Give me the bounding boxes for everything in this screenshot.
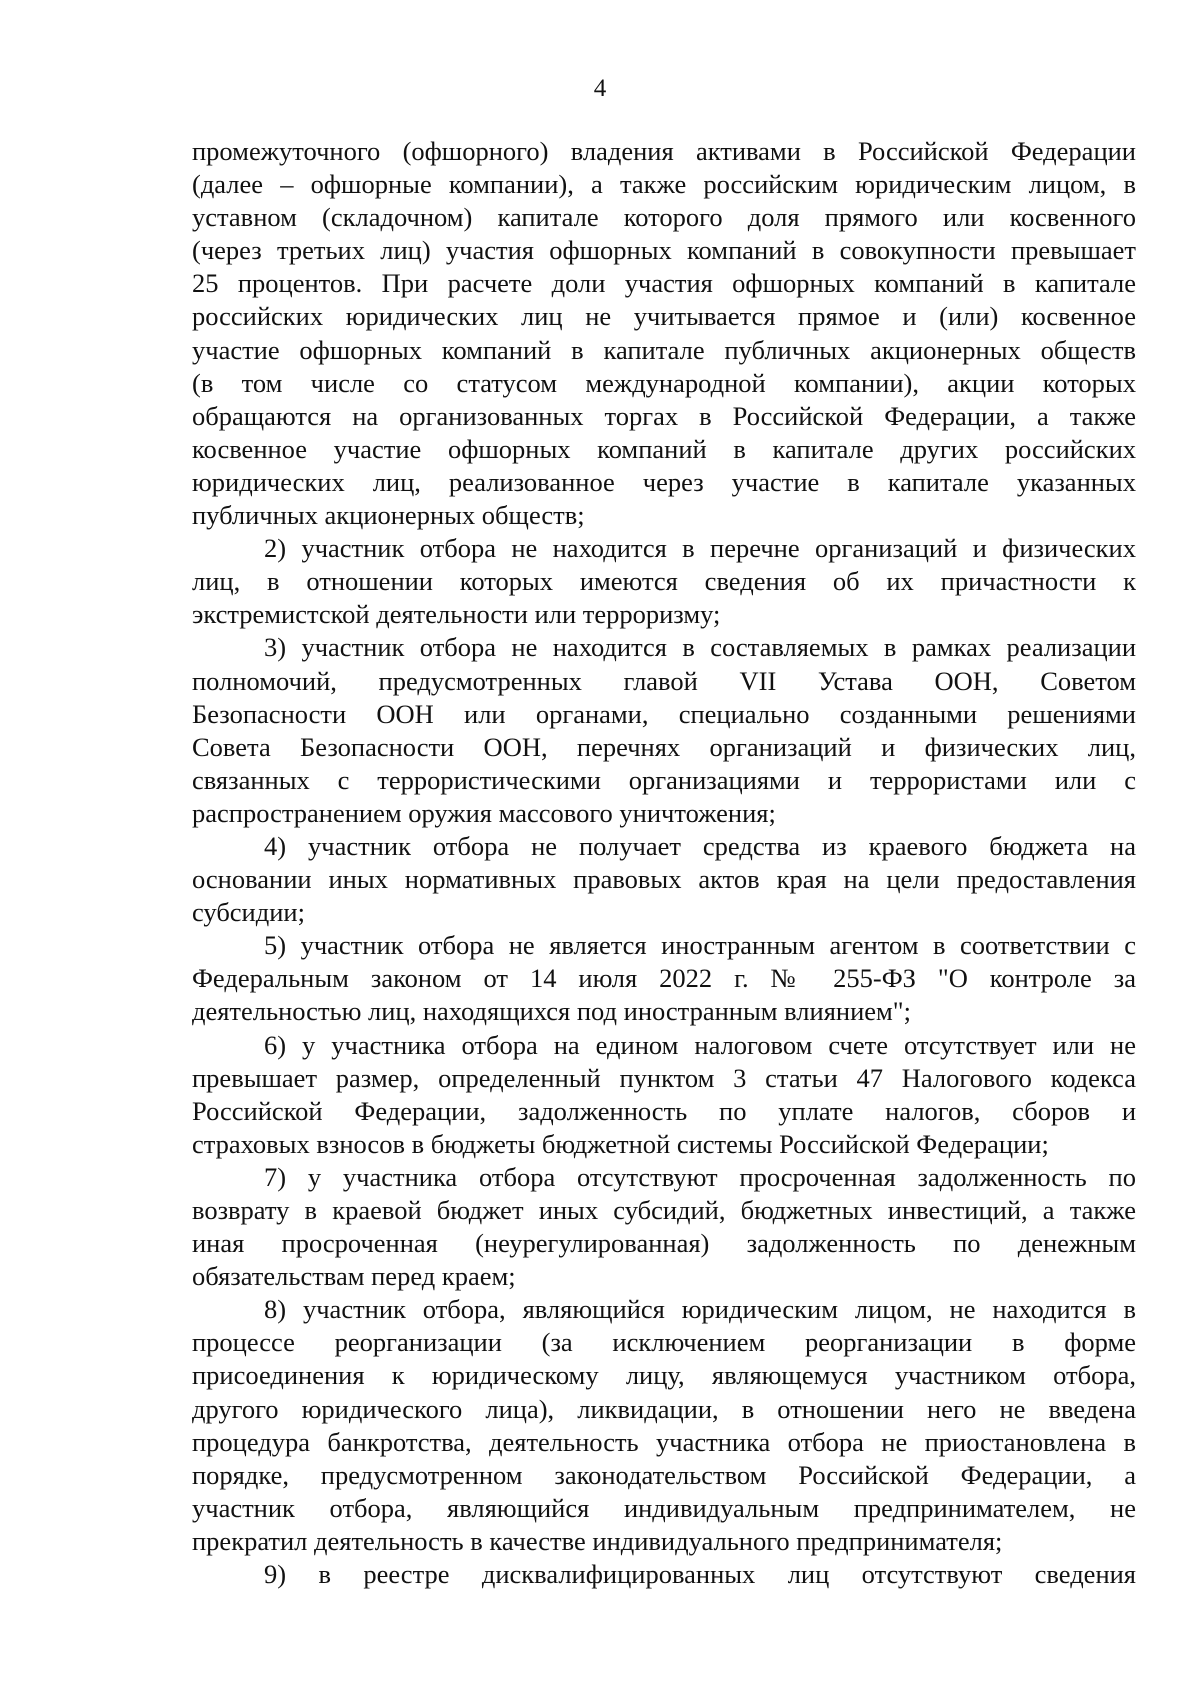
text-line: участник отбора, являющийся индивидуальным предпринимателем, не	[192, 1492, 1136, 1523]
text-line: прекратил деятельность в качестве индивидуального предпринимателя;	[192, 1525, 1003, 1556]
text-line: присоединения к юридическому лицу, являющемуся участником отбора,	[192, 1360, 1136, 1391]
text-line: Безопасности ООН или органами, специально созданными решениями	[192, 698, 1136, 729]
text-line: Российской Федерации, задолженность по уплате налогов, сборов и	[192, 1095, 1136, 1126]
text-line: уставном (складочном) капитале которого доля прямого или косвенного	[192, 202, 1136, 233]
text-line: 8) участник отбора, являющийся юридическим лицом, не находится в	[264, 1294, 1136, 1325]
text-line: 2) участник отбора не находится в перечне организаций и физических	[264, 533, 1136, 564]
text-line: 4) участник отбора не получает средства из краевого бюджета на	[264, 830, 1136, 861]
text-line: 7) у участника отбора отсутствуют просроченная задолженность по	[264, 1161, 1136, 1192]
text-line: превышает размер, определенный пунктом 3 статьи 47 Налогового кодекса	[192, 1062, 1136, 1093]
text-line: порядке, предусмотренном законодательством Российской Федерации, а	[192, 1459, 1136, 1490]
text-line: (далее – офшорные компании), а также российским юридическим лицом, в	[192, 169, 1136, 200]
text-line: Федеральным законом от 14 июля 2022 г. № 255-ФЗ "О контроле за	[192, 963, 1136, 994]
text-line: страховых взносов в бюджеты бюджетной системы Российской Федерации;	[192, 1128, 1049, 1159]
text-line: 9) в реестре дисквалифицированных лиц отсутствуют сведения	[264, 1559, 1136, 1590]
text-line: 6) у участника отбора на едином налоговом счете отсутствует или не	[264, 1029, 1136, 1060]
text-line: участие офшорных компаний в капитале публичных акционерных обществ	[192, 334, 1136, 365]
text-line: (через третьих лиц) участия офшорных компаний в совокупности превышает	[192, 235, 1136, 266]
text-line: экстремистской деятельности или терроризму;	[192, 599, 721, 630]
text-line: другого юридического лица), ликвидации, в отношении него не введена	[192, 1393, 1136, 1424]
text-line: полномочий, предусмотренных главой VII Устава ООН, Советом	[192, 665, 1136, 696]
text-line: обязательствам перед краем;	[192, 1261, 516, 1292]
text-line: обращаются на организованных торгах в Российской Федерации, а также	[192, 400, 1136, 431]
text-line: иная просроченная (неурегулированная) задолженность по денежным	[192, 1228, 1136, 1259]
text-line: российских юридических лиц не учитывается прямое и (или) косвенное	[192, 301, 1136, 332]
page-number: 4	[593, 75, 607, 102]
text-line: основании иных нормативных правовых актов края на цели предоставления	[192, 864, 1136, 895]
text-line: лиц, в отношении которых имеются сведения об их причастности к	[192, 566, 1136, 597]
document-body	[192, 135, 1136, 1591]
text-line: 25 процентов. При расчете доли участия офшорных компаний в капитале	[192, 268, 1136, 299]
text-line: процессе реорганизации (за исключением реорганизации в форме	[192, 1327, 1136, 1358]
text-line: публичных акционерных обществ;	[192, 500, 585, 531]
text-line: промежуточного (офшорного) владения активами в Российской Федерации	[192, 136, 1136, 166]
text-line: субсидии;	[192, 897, 305, 928]
text-line: юридических лиц, реализованное через участие в капитале указанных	[192, 466, 1136, 497]
text-line: распространением оружия массового уничтожения;	[192, 797, 776, 828]
text-line: 5) участник отбора не является иностранным агентом в соответствии с	[264, 930, 1136, 961]
text-line: косвенное участие офшорных компаний в капитале других российских	[192, 433, 1136, 464]
text-line: связанных с террористическими организациями и террористами или с	[192, 764, 1136, 795]
text-line: деятельностью лиц, находящихся под иностранным влиянием";	[192, 996, 911, 1027]
text-line: 3) участник отбора не находится в составляемых в рамках реализации	[264, 632, 1136, 663]
text-line: Совета Безопасности ООН, перечнях организаций и физических лиц,	[192, 731, 1136, 762]
text-line: возврату в краевой бюджет иных субсидий, бюджетных инвестиций, а также	[192, 1195, 1136, 1225]
text-line: процедура банкротства, деятельность участника отбора не приостановлена в	[192, 1426, 1136, 1457]
text-line: (в том числе со статусом международной компании), акции которых	[192, 367, 1136, 398]
